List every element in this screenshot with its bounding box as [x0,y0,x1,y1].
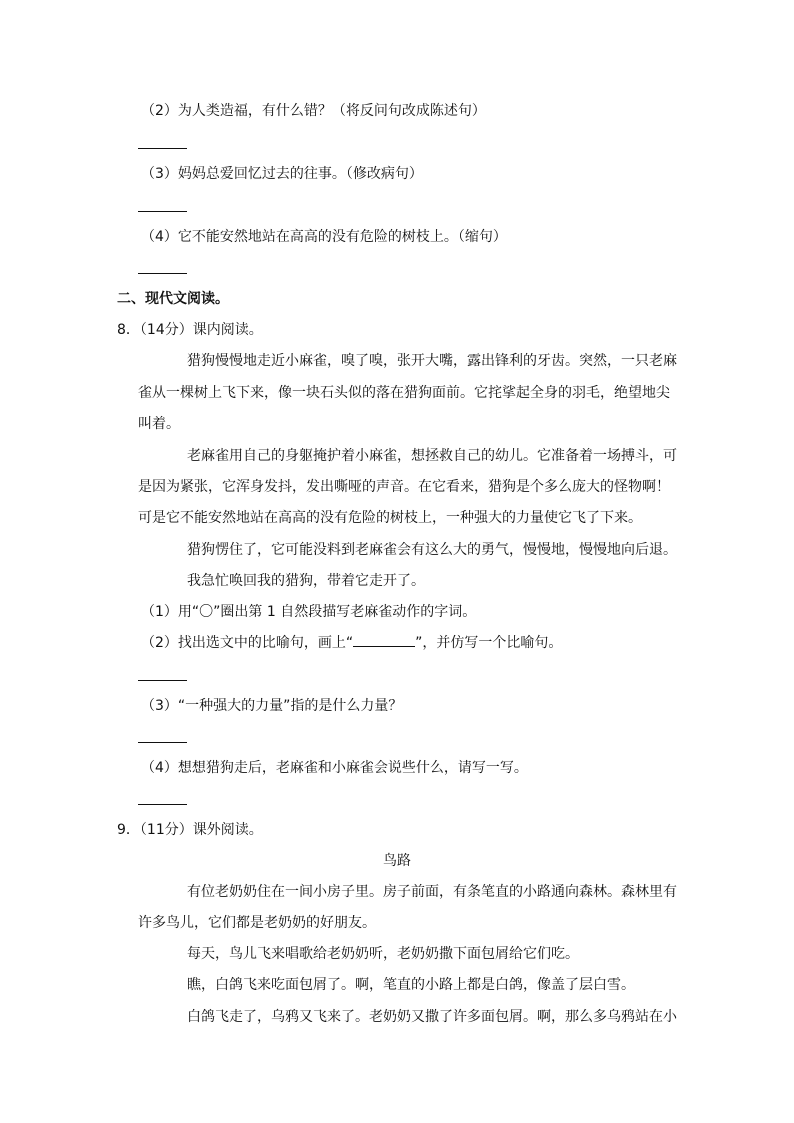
passage-line: 是因为紧张，它浑身发抖，发出嘶哑的声音。在它看来，猎狗是个多么庞大的怪物啊！ [138,479,670,495]
answer-blank[interactable] [138,804,187,805]
passage-line: 猎狗愣住了，它可能没料到老麻雀会有这么大的勇气，慢慢地，慢慢地向后退。 [187,542,677,558]
question-4-prompt: （4）它不能安然地站在高高的没有危险的树枝上。（缩句） [141,229,507,245]
question-8-sub3: （3）“一种强大的力量”指的是什么力量？ [141,698,403,714]
answer-blank[interactable] [138,148,187,149]
passage-line: 瞧，白鸽飞来吃面包屑了。啊，笔直的小路上都是白鸽，像盖了层白雪。 [187,977,635,993]
passage-line: 每天，鸟儿飞来唱歌给老奶奶听，老奶奶撒下面包屑给它们吃。 [187,946,579,962]
question-8-label: 8．（14分）课内阅读。 [117,322,263,338]
question-8-sub2 [141,633,562,653]
underline-sample [353,634,415,647]
passage-line: 许多鸟儿，它们都是老奶奶的好朋友。 [138,915,376,931]
question-8-sub1: （1）用“〇”圈出第 1 自然段描写老麻雀动作的字词。 [141,604,477,620]
passage-line: 雀从一棵树上飞下来，像一块石头似的落在猎狗面前。它挓挲起全身的羽毛，绝望地尖 [138,385,670,401]
answer-blank[interactable] [138,273,187,274]
passage-line: 白鸽飞走了，乌鸦又飞来了。老奶奶又撒了许多面包屑。啊，那么多乌鸦站在小 [187,1009,677,1025]
answer-blank[interactable] [138,742,187,743]
passage-line: 有位老奶奶住在一间小房子里。房子前面，有条笔直的小路通向森林。森林里有 [187,884,677,900]
question-2-prompt: （2）为人类造福，有什么错？（将反问句改成陈述句） [141,103,486,119]
question-9-label: 9．（11分）课外阅读。 [117,822,263,838]
question-3-prompt: （3）妈妈总爱回忆过去的往事。（修改病句） [141,166,423,182]
answer-blank[interactable] [138,211,187,212]
sub2-text-after: ”，并仿写一个比喻句。 [415,635,563,651]
answer-blank[interactable] [138,680,187,681]
passage-line: 老麻雀用自己的身躯掩护着小麻雀，想拯救自己的幼儿。它准备着一场搏斗，可 [187,448,677,464]
sub2-text-before: （2）找出选文中的比喻句，画上“ [141,635,354,651]
passage-line: 我急忙唤回我的猎狗，带着它走开了。 [187,573,425,589]
passage-line: 猎狗慢慢地走近小麻雀，嗅了嗅，张开大嘴，露出锋利的牙齿。突然，一只老麻 [187,353,677,369]
passage-line: 可是它不能安然地站在高高的没有危险的树枝上，一种强大的力量使它飞了下来。 [138,510,642,526]
section-heading: 二、现代文阅读。 [117,291,229,307]
passage-title: 鸟路 [383,853,411,869]
question-8-sub4: （4）想想猎狗走后，老麻雀和小麻雀会说些什么，请写一写。 [141,760,528,776]
passage-line: 叫着。 [138,416,180,432]
